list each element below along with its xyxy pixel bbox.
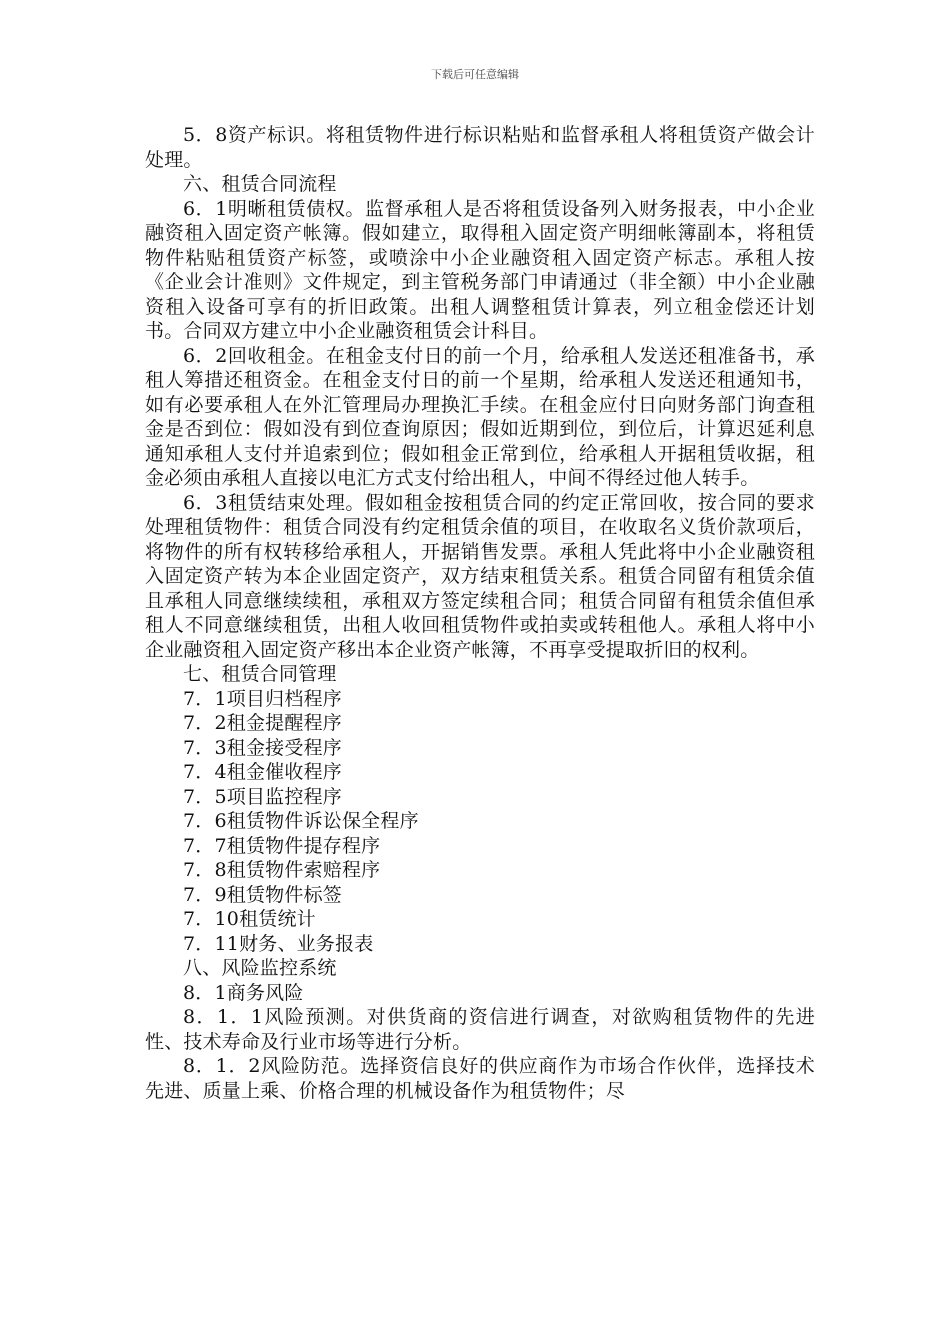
page-header: 下载后可任意编辑: [431, 68, 519, 81]
list-item: 7．8租赁物件索赔程序: [183, 859, 381, 881]
list-item: 7．7租赁物件提存程序: [183, 834, 381, 857]
paragraph: 5．8资产标识。将租赁物件进行标识粘贴和监督承租人将租赁资产做会计处理。: [145, 124, 815, 171]
list-item: 7．4租金催收程序: [183, 761, 342, 783]
section-heading: 六、租赁合同流程: [183, 173, 337, 195]
paragraph: 8．1．2风险防范。选择资信良好的供应商作为市场合作伙伴，选择技术先进、质量上乘、价格合理的机械设备作为租赁物件；尽: [145, 1055, 815, 1102]
section-heading: 七、租赁合同管理: [183, 663, 337, 685]
document-body: [145, 123, 815, 1103]
paragraph: 6．1明晰租赁债权。监督承租人是否将租赁设备列入财务报表，中小企业融资租入固定资产帐簿。假如建立，取得租入固定资产明细帐簿副本，将租赁物件粘贴租赁资产标签，或喷涂中小企业融资租入固定资产标志。承租人按《企业会计准则》文件规定，到主管税务部门申请通过（非全额）中小企业融资租入设备可享有的折旧政策。出租人调整租赁计算表，列立租金偿还计划书。合同双方建立中小企业融资租赁会计科目。: [145, 197, 815, 342]
paragraph: 6．3租赁结束处理。假如租金按租赁合同的约定正常回收，按合同的要求处理租赁物件：租赁合同没有约定租赁余值的项目，在收取名义货价款项后，将物件的所有权转移给承租人，开据销售发票。承租人凭此将中小企业融资租入固定资产转为本企业固定资产，双方结束租赁关系。租赁合同留有租赁余值且承租人同意继续续租，承租双方签定续租合同；租赁合同留有租赁余值但承租人不同意继续租赁，出租人收回租赁物件或拍卖或转租他人。承租人将中小企业融资租入固定资产移出本企业资产帐簿，不再享受提取折旧的权利。: [145, 491, 815, 661]
list-item: 7．5项目监控程序: [183, 785, 342, 808]
list-item: 7．10租赁统计: [183, 908, 316, 930]
list-item: 7．2租金提醒程序: [183, 712, 342, 734]
list-item: 7．3租金接受程序: [183, 736, 342, 759]
section-heading: 八、风险监控系统: [183, 957, 337, 979]
list-item: 7．1项目归档程序: [183, 687, 342, 710]
list-item: 7．9租赁物件标签: [183, 883, 342, 906]
list-item: 7．11财务、业务报表: [183, 932, 374, 955]
paragraph: 8．1．1风险预测。对供货商的资信进行调查，对欲购租赁物件的先进性、技术寿命及行业市场等进行分析。: [145, 1006, 815, 1053]
list-item: 7．6租赁物件诉讼保全程序: [183, 810, 419, 832]
subsection-heading: 8．1商务风险: [183, 981, 304, 1004]
paragraph: 6．2回收租金。在租金支付日的前一个月，给承租人发送还租准备书，承租人筹措还租资金。在租金支付日的前一个星期，给承租人发送还租通知书，如有必要承租人在外汇管理局办理换汇手续。在租金应付日向财务部门询查租金是否到位：假如没有到位查询原因；假如近期到位，到位后，计算迟延利息通知承租人支付并追索到位；假如租金正常到位，给承租人开据租赁收据，租金必须由承租人直接以电汇方式支付给出租人，中间不得经过他人转手。: [145, 344, 815, 489]
